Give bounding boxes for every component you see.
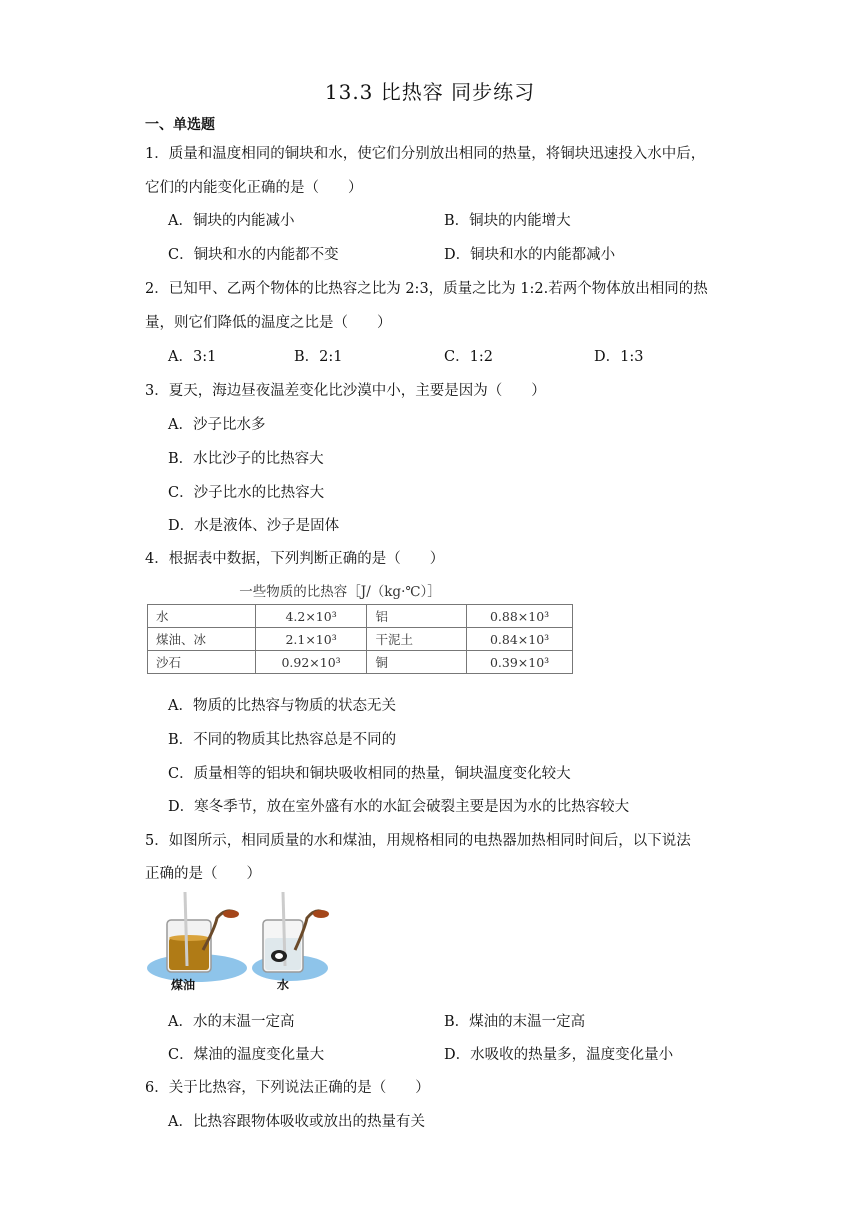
q2-option-d: D．1:3: [594, 349, 644, 365]
q3-option-d: D．水是液体、沙子是固体: [168, 518, 340, 534]
table-caption: 一些物质的比热容［J/（kg·℃）］: [239, 584, 441, 600]
q3-stem-line1: 3．夏天，海边昼夜温差变化比沙漠中小，主要是因为（ ）: [145, 383, 546, 399]
figure-label-kerosene: 煤油: [171, 978, 196, 992]
table-cell: 水: [148, 605, 256, 628]
table-grid: [147, 604, 573, 674]
section-heading: 一、单选题: [145, 117, 215, 133]
q1-option-c: C．铜块和水的内能都不变: [168, 247, 339, 263]
beakers-figure: [145, 888, 335, 992]
table-row: [148, 651, 573, 674]
q5-option-b: B．煤油的末温一定高: [444, 1014, 586, 1030]
q3-option-c: C．沙子比水的比热容大: [168, 485, 325, 501]
q2-option-b: B．2:1: [294, 349, 343, 365]
q1-option-b: B．铜块的内能增大: [444, 213, 571, 229]
page-title: 13.3 比热容 同步练习: [324, 80, 536, 104]
table-cell: 铜: [367, 651, 467, 674]
table-cell: 0.88×10³: [467, 605, 573, 628]
table-row: [148, 628, 573, 651]
q3-option-b: B．水比沙子的比热容大: [168, 451, 324, 467]
table-row: [148, 605, 573, 628]
q4-option-a: A．物质的比热容与物质的状态无关: [168, 698, 396, 714]
table-cell: 2.1×10³: [255, 628, 367, 651]
q5-option-a: A．水的末温一定高: [168, 1014, 295, 1030]
figure-label-water: 水: [277, 978, 290, 992]
table-cell: 0.39×10³: [467, 651, 573, 674]
q5-option-d: D．水吸收的热量多，温度变化量小: [444, 1047, 674, 1063]
table-cell: 0.84×10³: [467, 628, 573, 651]
q4-option-c: C．质量相等的铝块和铜块吸收相同的热量，铜块温度变化较大: [168, 766, 571, 782]
table-cell: 沙石: [148, 651, 256, 674]
table-cell: 铝: [367, 605, 467, 628]
q5-stem-line1: 5．如图所示，相同质量的水和煤油，用规格相同的电热器加热相同时间后，以下说法: [145, 833, 691, 849]
q6-option-a: A．比热容跟物体吸收或放出的热量有关: [168, 1114, 425, 1130]
q6-stem-line1: 6．关于比热容，下列说法正确的是（ ）: [145, 1080, 430, 1096]
table-cell: 4.2×10³: [255, 605, 367, 628]
q3-option-a: A．沙子比水多: [168, 417, 266, 433]
q2-stem-line2: 量，则它们降低的温度之比是（ ）: [145, 315, 392, 331]
q1-stem-line2: 它们的内能变化正确的是（ ）: [145, 180, 363, 196]
q2-option-c: C．1:2: [444, 349, 493, 365]
q2-option-a: A．3:1: [168, 349, 217, 365]
table-cell: 干泥土: [367, 628, 467, 651]
q4-stem-line1: 4．根据表中数据，下列判断正确的是（ ）: [145, 551, 445, 567]
q4-option-b: B．不同的物质其比热容总是不同的: [168, 732, 397, 748]
q1-option-a: A．铜块的内能减小: [168, 213, 295, 229]
q2-stem-line1: 2．已知甲、乙两个物体的比热容之比为 2:3，质量之比为 1:2.若两个物体放出相同的热: [145, 281, 708, 297]
table-cell: 煤油、冰: [148, 628, 256, 651]
specific-heat-table: [147, 580, 573, 674]
q1-option-d: D．铜块和水的内能都减小: [444, 247, 616, 263]
q5-option-c: C．煤油的温度变化量大: [168, 1047, 325, 1063]
q5-stem-line2: 正确的是（ ）: [145, 866, 261, 882]
q4-option-d: D．寒冬季节，放在室外盛有水的水缸会破裂主要是因为水的比热容较大: [168, 799, 630, 815]
q1-stem-line1: 1．质量和温度相同的铜块和水，使它们分别放出相同的热量，将铜块迅速投入水中后，: [145, 146, 706, 162]
table-cell: 0.92×10³: [255, 651, 367, 674]
